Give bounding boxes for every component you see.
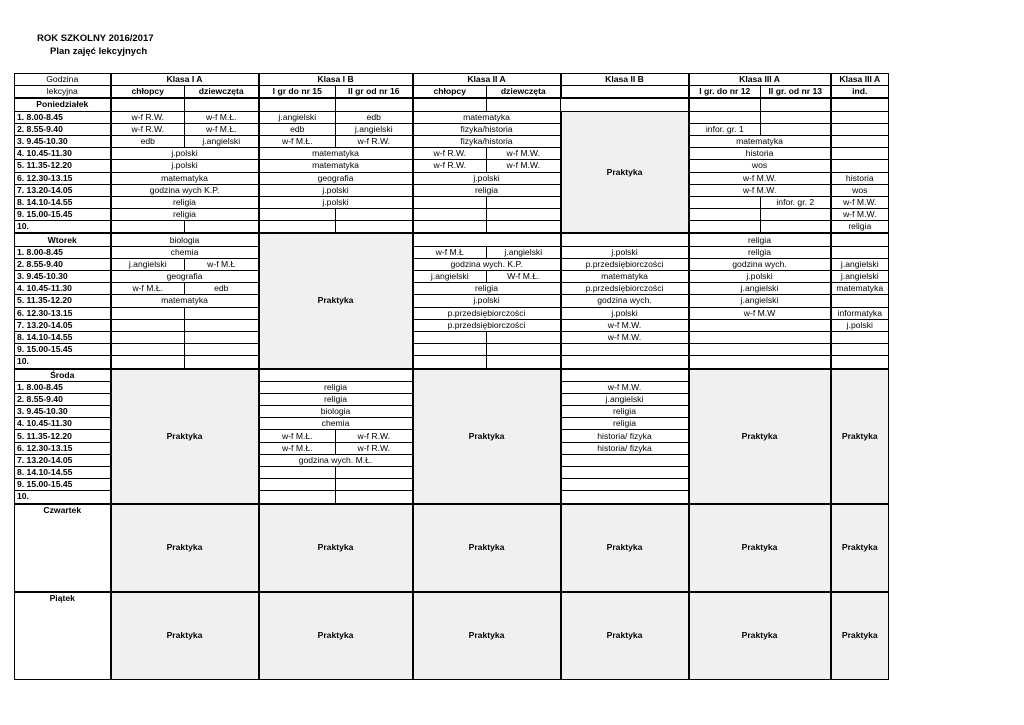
- table-cell: matematyka: [259, 148, 413, 160]
- practice-block: Praktyka: [259, 504, 413, 592]
- table-cell: [185, 319, 259, 331]
- practice-block: Praktyka: [561, 111, 689, 233]
- hour-label: 6. 12.30-13.15: [15, 307, 111, 319]
- practice-block: Praktyka: [413, 504, 561, 592]
- table-cell: w-f M.Ł: [185, 258, 259, 270]
- table-cell: [111, 319, 185, 331]
- header-klasa-1b: Klasa I B: [259, 74, 413, 86]
- table-cell: [185, 344, 259, 356]
- table-cell: [831, 356, 889, 369]
- table-cell: fizyka/historia: [413, 135, 561, 147]
- practice-block: Praktyka: [689, 369, 831, 504]
- table-cell: p.przedsiębiorczości: [413, 319, 561, 331]
- table-cell: geografia: [259, 172, 413, 184]
- table-cell: edb: [185, 283, 259, 295]
- table-cell: matematyka: [111, 172, 259, 184]
- table-cell: [413, 196, 487, 208]
- hour-label: 2. 8.55-9.40: [15, 258, 111, 270]
- day-label-thursday: Czwartek: [15, 504, 111, 592]
- table-cell: j.polski: [111, 160, 259, 172]
- table-cell: [111, 221, 185, 234]
- table-cell: I gr do nr 15: [259, 86, 336, 99]
- table-cell: j.polski: [831, 319, 889, 331]
- hour-label: 9. 15.00-15.45: [15, 209, 111, 221]
- table-cell: religia: [413, 184, 561, 196]
- table-cell: godzina wych. M.Ł.: [259, 454, 413, 466]
- table-cell: j.angielski: [561, 393, 689, 405]
- header-klasa-3a-ind: Klasa III A: [831, 74, 889, 86]
- hour-label: 6. 12.30-13.15: [15, 442, 111, 454]
- table-cell: [831, 295, 889, 307]
- table-cell: w-f M.W.: [561, 331, 689, 343]
- table-cell: [689, 356, 831, 369]
- table-cell: [185, 221, 259, 234]
- table-cell: [831, 111, 889, 123]
- table-cell: [413, 209, 487, 221]
- hour-label: 10.: [15, 221, 111, 234]
- table-cell: p.przedsiębiorczości: [561, 258, 689, 270]
- table-cell: [185, 307, 259, 319]
- table-cell: [336, 491, 413, 504]
- table-cell: historia/ fizyka: [561, 430, 689, 442]
- table-cell: [185, 331, 259, 343]
- table-cell: chemia: [259, 418, 413, 430]
- table-cell: p.przedsiębiorczości: [413, 307, 561, 319]
- table-cell: [689, 331, 831, 343]
- table-cell: [111, 331, 185, 343]
- table-cell: j.angielski: [336, 123, 413, 135]
- table-cell: [487, 209, 561, 221]
- hour-label: 6. 12.30-13.15: [15, 172, 111, 184]
- schedule-title-year: ROK SZKOLNY 2016/2017: [37, 33, 154, 44]
- hour-label: 4. 10.45-11.30: [15, 148, 111, 160]
- table-cell: [761, 209, 831, 221]
- table-cell: j.angielski: [831, 258, 889, 270]
- table-cell: religia: [561, 418, 689, 430]
- header-klasa-1a: Klasa I A: [111, 74, 259, 86]
- table-cell: I gr. do nr 12: [689, 86, 761, 99]
- practice-block: Praktyka: [689, 504, 831, 592]
- table-cell: w-f M.W: [689, 307, 831, 319]
- practice-block: Praktyka: [413, 592, 561, 680]
- table-cell: w-f M.W.: [487, 148, 561, 160]
- hour-label: 3. 9.45-10.30: [15, 271, 111, 283]
- table-cell: [689, 344, 831, 356]
- table-cell: [185, 98, 259, 111]
- table-cell: edb: [111, 135, 185, 147]
- table-cell: j.angielski: [487, 246, 561, 258]
- table-cell: j.angielski: [831, 271, 889, 283]
- table-cell: [561, 479, 689, 491]
- table-cell: [689, 221, 761, 234]
- table-cell: wos: [689, 160, 831, 172]
- header-lekcyjna: lekcyjna: [15, 86, 111, 99]
- table-cell: w-f R.W.: [336, 442, 413, 454]
- table-cell: [761, 98, 831, 111]
- table-cell: infor. gr. 2: [761, 196, 831, 208]
- table-cell: edb: [336, 111, 413, 123]
- table-cell: j.angielski: [259, 111, 336, 123]
- table-cell: j.angielski: [413, 271, 487, 283]
- hour-label: 10.: [15, 491, 111, 504]
- table-cell: godzina wych K.P.: [111, 184, 259, 196]
- table-cell: w-f M.Ł: [413, 246, 487, 258]
- table-cell: [487, 356, 561, 369]
- table-cell: [336, 479, 413, 491]
- practice-block: Praktyka: [259, 233, 413, 368]
- table-cell: w-f M.W.: [487, 160, 561, 172]
- table-cell: j.polski: [413, 295, 561, 307]
- hour-label: 2. 8.55-9.40: [15, 393, 111, 405]
- table-cell: [259, 491, 336, 504]
- table-cell: wos: [831, 184, 889, 196]
- table-cell: biologia: [259, 406, 413, 418]
- table-cell: chłopcy: [413, 86, 487, 99]
- table-cell: [259, 221, 336, 234]
- table-cell: [561, 369, 689, 382]
- practice-block: Praktyka: [831, 592, 889, 680]
- table-cell: j.polski: [561, 307, 689, 319]
- practice-block: Praktyka: [689, 592, 831, 680]
- table-cell: w-f R.W.: [111, 123, 185, 135]
- table-cell: [831, 160, 889, 172]
- table-cell: j.polski: [259, 196, 413, 208]
- hour-label: 9. 15.00-15.45: [15, 479, 111, 491]
- practice-block: Praktyka: [561, 592, 689, 680]
- table-cell: religia: [259, 381, 413, 393]
- table-cell: [487, 98, 561, 111]
- table-cell: [689, 196, 761, 208]
- table-cell: [336, 209, 413, 221]
- hour-label: 7. 13.20-14.05: [15, 319, 111, 331]
- table-cell: infor. gr. 1: [689, 123, 761, 135]
- table-cell: religia: [413, 283, 561, 295]
- table-cell: [259, 467, 336, 479]
- table-cell: matematyka: [111, 295, 259, 307]
- hour-label: 1. 8.00-8.45: [15, 111, 111, 123]
- table-cell: matematyka: [831, 283, 889, 295]
- table-cell: [561, 491, 689, 504]
- table-cell: matematyka: [413, 111, 561, 123]
- table-cell: [111, 98, 185, 111]
- practice-block: Praktyka: [413, 369, 561, 504]
- table-cell: [487, 196, 561, 208]
- table-cell: [336, 467, 413, 479]
- practice-block: Praktyka: [111, 369, 259, 504]
- practice-block: Praktyka: [111, 592, 259, 680]
- table-cell: j.polski: [259, 184, 413, 196]
- table-cell: [561, 344, 689, 356]
- hour-label: 4. 10.45-11.30: [15, 283, 111, 295]
- table-cell: [185, 356, 259, 369]
- hour-label: 5. 11.35-12.20: [15, 160, 111, 172]
- table-cell: j.angielski: [185, 135, 259, 147]
- table-cell: w-f R.W.: [336, 430, 413, 442]
- practice-block: Praktyka: [259, 592, 413, 680]
- table-cell: historia: [831, 172, 889, 184]
- table-cell: w-f R.W.: [111, 111, 185, 123]
- table-cell: religia: [831, 221, 889, 234]
- table-cell: matematyka: [561, 271, 689, 283]
- table-cell: W-f M.Ł.: [487, 271, 561, 283]
- table-cell: edb: [259, 123, 336, 135]
- table-cell: religia: [561, 406, 689, 418]
- table-cell: w-f M.W.: [561, 319, 689, 331]
- day-label-wednesday: Środa: [15, 369, 111, 382]
- hour-label: 2. 8.55-9.40: [15, 123, 111, 135]
- table-cell: w-f M.W.: [561, 381, 689, 393]
- hour-label: 8. 14.10-14.55: [15, 331, 111, 343]
- table-cell: [561, 86, 689, 99]
- table-cell: w-f M.Ł.: [259, 442, 336, 454]
- hour-label: 3. 9.45-10.30: [15, 135, 111, 147]
- table-cell: [259, 369, 413, 382]
- schedule-title-plan: Plan zajęć lekcyjnych: [50, 46, 148, 57]
- table-cell: w-f M.Ł.: [185, 123, 259, 135]
- table-cell: geografia: [111, 271, 259, 283]
- table-cell: w-f M.Ł.: [259, 430, 336, 442]
- hour-label: 8. 14.10-14.55: [15, 467, 111, 479]
- table-cell: [831, 135, 889, 147]
- hour-label: 7. 13.20-14.05: [15, 184, 111, 196]
- table-cell: [413, 356, 487, 369]
- table-cell: j.angielski: [111, 258, 185, 270]
- table-cell: [259, 209, 336, 221]
- table-cell: [689, 319, 831, 331]
- table-cell: chemia: [111, 246, 259, 258]
- table-cell: [689, 209, 761, 221]
- table-cell: [561, 233, 689, 246]
- table-cell: godzina wych.: [561, 295, 689, 307]
- table-cell: informatyka: [831, 307, 889, 319]
- table-cell: [413, 233, 561, 246]
- table-cell: w-f M.Ł.: [185, 111, 259, 123]
- day-label-tuesday: Wtorek: [15, 233, 111, 246]
- table-cell: j.polski: [111, 148, 259, 160]
- table-cell: [561, 454, 689, 466]
- header-godzina: Godzina: [15, 74, 111, 86]
- table-cell: [259, 479, 336, 491]
- table-cell: w-f M.Ł.: [259, 135, 336, 147]
- table-cell: [689, 98, 761, 111]
- table-cell: p.przedsiębiorczości: [561, 283, 689, 295]
- table-cell: godzina wych.: [689, 258, 831, 270]
- table-cell: [831, 148, 889, 160]
- table-cell: fizyka/historia: [413, 123, 561, 135]
- table-cell: w-f R.W.: [336, 135, 413, 147]
- table-cell: [487, 331, 561, 343]
- practice-block: Praktyka: [111, 504, 259, 592]
- table-cell: [413, 98, 487, 111]
- table-cell: II gr. od nr 13: [761, 86, 831, 99]
- table-cell: w-f M.W.: [831, 196, 889, 208]
- table-cell: j.polski: [561, 246, 689, 258]
- hour-label: 10.: [15, 356, 111, 369]
- table-cell: [111, 307, 185, 319]
- table-cell: w-f R.W.: [413, 148, 487, 160]
- table-cell: [761, 123, 831, 135]
- table-cell: [689, 111, 761, 123]
- table-cell: [831, 246, 889, 258]
- hour-label: 5. 11.35-12.20: [15, 430, 111, 442]
- table-cell: religia: [259, 393, 413, 405]
- table-cell: [413, 331, 487, 343]
- table-cell: w-f M.W.: [689, 172, 831, 184]
- hour-label: 1. 8.00-8.45: [15, 246, 111, 258]
- table-cell: historia/ fizyka: [561, 442, 689, 454]
- practice-block: Praktyka: [831, 369, 889, 504]
- table-cell: w-f M.Ł.: [111, 283, 185, 295]
- practice-block: Praktyka: [831, 504, 889, 592]
- table-cell: II gr od nr 16: [336, 86, 413, 99]
- table-cell: [413, 221, 487, 234]
- header-klasa-2a: Klasa II A: [413, 74, 561, 86]
- table-cell: religia: [111, 209, 259, 221]
- table-cell: j.polski: [689, 271, 831, 283]
- table-cell: chłopcy: [111, 86, 185, 99]
- table-cell: dziewczęta: [185, 86, 259, 99]
- table-cell: matematyka: [259, 160, 413, 172]
- hour-label: 8. 14.10-14.55: [15, 196, 111, 208]
- table-cell: w-f M.W.: [831, 209, 889, 221]
- table-cell: [761, 111, 831, 123]
- day-label-friday: Piątek: [15, 592, 111, 680]
- table-cell: j.polski: [413, 172, 561, 184]
- hour-label: 3. 9.45-10.30: [15, 406, 111, 418]
- table-cell: [561, 98, 689, 111]
- hour-label: 5. 11.35-12.20: [15, 295, 111, 307]
- hour-label: 9. 15.00-15.45: [15, 344, 111, 356]
- table-cell: [259, 98, 336, 111]
- hour-label: 1. 8.00-8.45: [15, 381, 111, 393]
- table-cell: [761, 221, 831, 234]
- table-cell: [561, 356, 689, 369]
- timetable: [14, 73, 889, 680]
- table-cell: ind.: [831, 86, 889, 99]
- day-label-monday: Poniedziałek: [15, 98, 111, 111]
- table-cell: j.angielski: [689, 283, 831, 295]
- table-cell: j.angielski: [689, 295, 831, 307]
- table-cell: [831, 331, 889, 343]
- table-cell: [487, 344, 561, 356]
- header-klasa-3a: Klasa III A: [689, 74, 831, 86]
- table-cell: religia: [689, 233, 831, 246]
- hour-label: 4. 10.45-11.30: [15, 418, 111, 430]
- table-cell: [831, 98, 889, 111]
- table-cell: [111, 344, 185, 356]
- table-cell: matematyka: [689, 135, 831, 147]
- table-cell: religia: [111, 196, 259, 208]
- table-cell: [831, 123, 889, 135]
- table-cell: [487, 221, 561, 234]
- table-cell: historia: [689, 148, 831, 160]
- table-cell: w-f R.W.: [413, 160, 487, 172]
- table-cell: biologia: [111, 233, 259, 246]
- table-cell: [831, 233, 889, 246]
- hour-label: 7. 13.20-14.05: [15, 454, 111, 466]
- table-cell: [831, 344, 889, 356]
- table-cell: [561, 467, 689, 479]
- table-cell: [413, 344, 487, 356]
- table-cell: dziewczęta: [487, 86, 561, 99]
- table-cell: [336, 221, 413, 234]
- table-cell: religia: [689, 246, 831, 258]
- table-cell: [336, 98, 413, 111]
- table-cell: [111, 356, 185, 369]
- table-cell: godzina wych. K.P.: [413, 258, 561, 270]
- practice-block: Praktyka: [561, 504, 689, 592]
- header-klasa-2b: Klasa II B: [561, 74, 689, 86]
- table-cell: w-f M.W.: [689, 184, 831, 196]
